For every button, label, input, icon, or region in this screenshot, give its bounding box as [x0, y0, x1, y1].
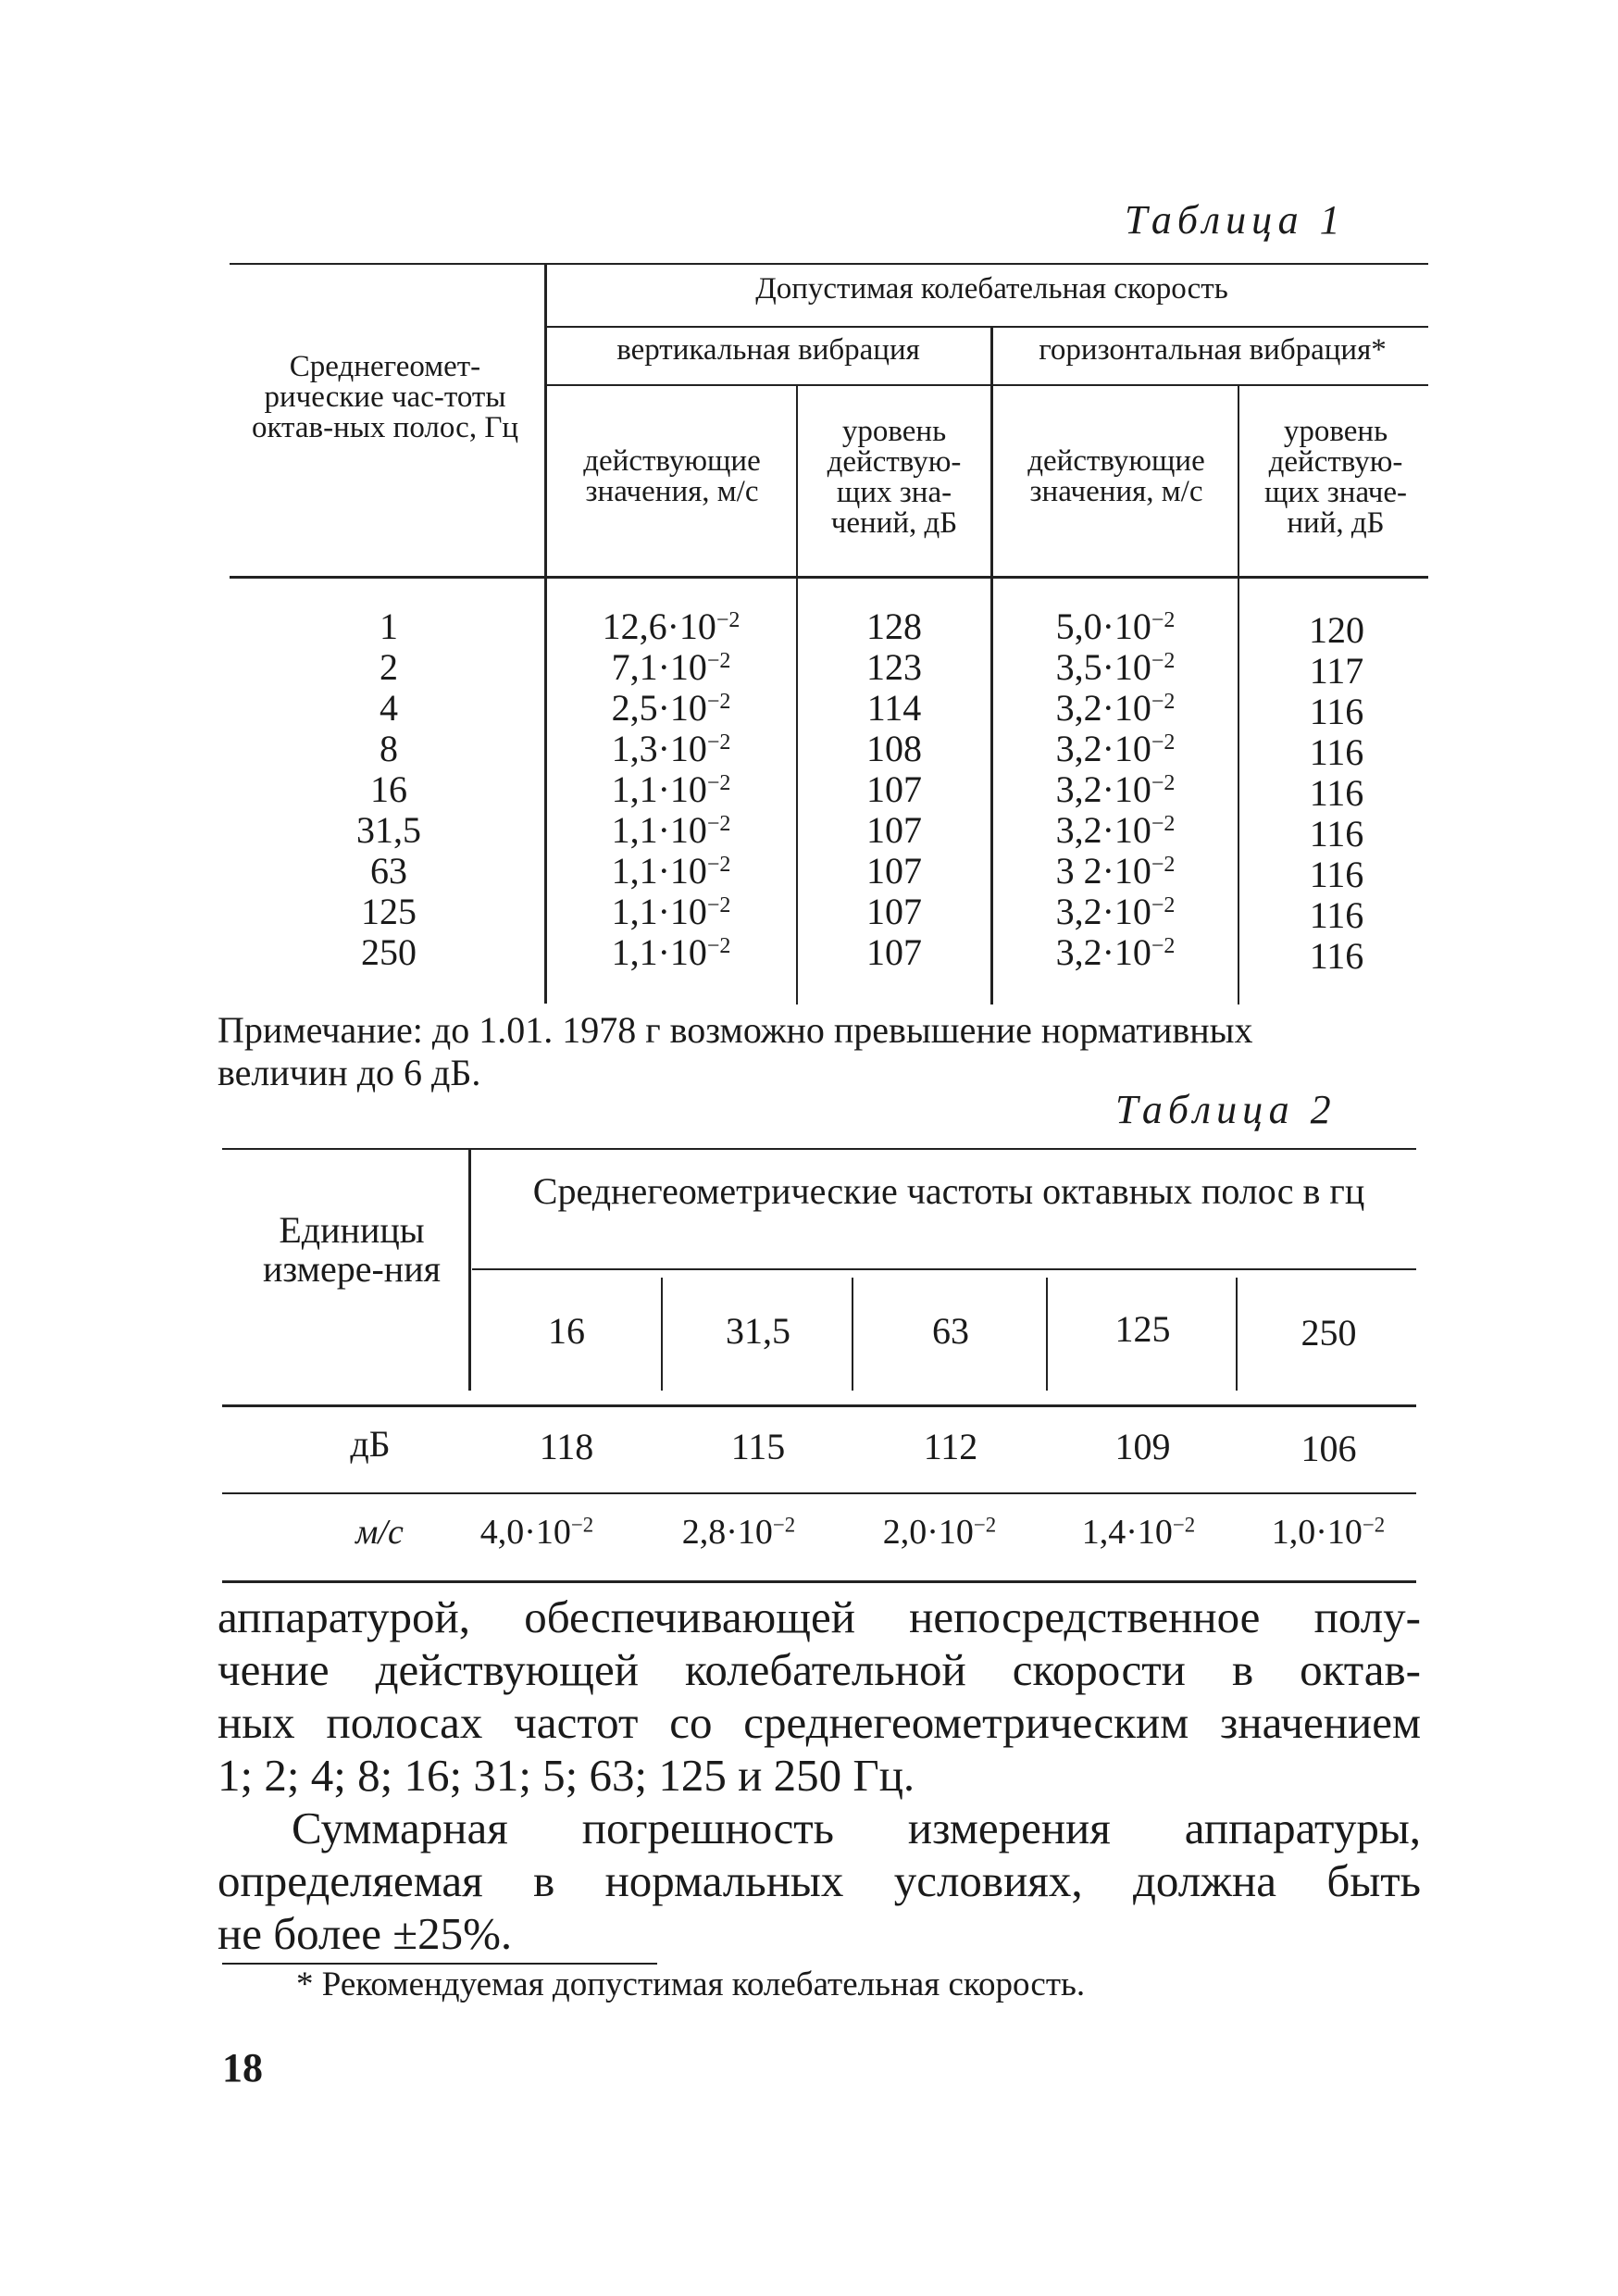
table2-stub-header: Единицы измере-ния — [263, 1209, 441, 1290]
table1-freq-cell: 1 — [380, 605, 398, 647]
table1-note-line: величин до 6 дБ. — [218, 1052, 481, 1093]
table1-header-rule — [230, 576, 1428, 579]
table1-col-level-header: уровень действую-щих зна-чений, дБ — [827, 415, 962, 540]
table1-v-db-cell: 107 — [866, 768, 922, 810]
table2-bottom-rule — [222, 1580, 1416, 1583]
body-line: Суммарная погрешность измерения аппаратуры, — [292, 1803, 1421, 1853]
table1-horizontal-values-column — [1000, 606, 1231, 973]
table1-h-db-cell: 116 — [1309, 691, 1364, 732]
table1-v-db-cell: 108 — [866, 728, 922, 769]
table1-v-db-cell: 107 — [866, 850, 922, 892]
table2-ms-label: м/с — [355, 1513, 404, 1552]
table1-v-value-cell: $1,3\cdot 10^{-2}$ — [611, 728, 731, 769]
table1-group-header: Допустимая колебательная скорость — [755, 272, 1228, 306]
table2-group-header: Среднегеометрические частоты октавных полос в гц — [532, 1170, 1365, 1212]
body-line: определяемая в нормальных условиях, должна быть — [218, 1855, 1421, 1906]
table2-header-rule — [222, 1404, 1416, 1407]
table1-col-level-header-2: уровень действую-щих значе-ний, дБ — [1263, 415, 1408, 540]
table2-vline-5 — [1236, 1278, 1238, 1391]
footnote: * Рекомендуемая допустимая колебательная скорость. — [296, 1965, 1086, 2003]
table2-db-cell: 109 — [1114, 1426, 1171, 1467]
table1-vertical-header: вертикальная вибрация — [616, 333, 920, 367]
table1-h-value-cell: $3,2\cdot 10^{-2}$ — [1055, 687, 1176, 729]
table1-col-values-header-2: действующие значения, м/с — [1027, 444, 1205, 508]
table1-stub-header: Среднегеомет-рические час-тоты октав-ных полос, Гц — [251, 350, 519, 444]
table2-vline-3 — [852, 1278, 853, 1391]
table1-v-value-cell: $1,1\cdot 10^{-2}$ — [611, 850, 731, 892]
table1-freq-cell: 2 — [380, 646, 398, 688]
table1-v-db-cell: 128 — [866, 605, 922, 647]
table2-freq-header-250: 250 — [1301, 1312, 1357, 1354]
table1-group-rule — [546, 326, 1428, 328]
table2-stub-vline — [468, 1148, 471, 1391]
table1-vline-1 — [544, 263, 547, 1004]
body-line: 1; 2; 4; 8; 16; 31; 5; 63; 125 и 250 Гц. — [218, 1750, 915, 1801]
table1-h-value-cell: $5,0\cdot 10^{-2}$ — [1055, 605, 1176, 647]
table1-horizontal-db-column — [1245, 610, 1428, 977]
table1-v-db-cell: 107 — [866, 809, 922, 851]
body-line: ных полосах частот со среднегеометрическим значением — [218, 1697, 1421, 1748]
table1-v-value-cell: $7,1\cdot 10^{-2}$ — [611, 646, 731, 688]
table1-v-value-cell: $12,6\cdot 10^{-2}$ — [602, 605, 741, 647]
table1-top-rule — [230, 263, 1428, 265]
table2-group-rule — [472, 1268, 1416, 1270]
table2-ms-cell: $1,4\cdot 10^{-2}$ — [1081, 1513, 1196, 1552]
table1-h-db-cell: 116 — [1309, 894, 1364, 936]
table1-v-value-cell: $1,1\cdot 10^{-2}$ — [611, 809, 731, 851]
body-text — [218, 1591, 1421, 1960]
table2-ms-cell: $4,0\cdot 10^{-2}$ — [479, 1513, 594, 1552]
table1-v-value-cell: $1,1\cdot 10^{-2}$ — [611, 931, 731, 973]
table2-ms-cell: $1,0\cdot 10^{-2}$ — [1271, 1513, 1386, 1552]
table2-freq-header-125: 125 — [1114, 1308, 1171, 1350]
table1-horizontal-header: горизонтальная вибрация* — [1039, 333, 1387, 367]
table1-caption: Таблица 1 — [1125, 197, 1346, 243]
table2-caption: Таблица 2 — [1115, 1087, 1337, 1132]
table1-col-values-header: действующие значения, м/с — [583, 444, 761, 508]
table1-h-value-cell: 3 $2\cdot 10^{-2}$ — [1055, 850, 1176, 892]
table2-freq-header-63: 63 — [932, 1310, 969, 1352]
table1-v-db-cell: 107 — [866, 891, 922, 932]
body-line: чение действующей колебательной скорости в октав- — [218, 1644, 1421, 1695]
table1-vertical-values-column — [555, 606, 787, 973]
table1-freq-cell: 16 — [370, 768, 407, 810]
table1-h-db-cell: 116 — [1309, 935, 1364, 977]
table1-h-value-cell: $3,5\cdot 10^{-2}$ — [1055, 646, 1176, 688]
table1-h-value-cell: $3,2\cdot 10^{-2}$ — [1055, 809, 1176, 851]
table2-db-cell: 115 — [730, 1426, 786, 1467]
table1-h-db-cell: 116 — [1309, 731, 1364, 773]
table1-v-value-cell: $2,5\cdot 10^{-2}$ — [611, 687, 731, 729]
table1-vline-3 — [990, 326, 993, 1004]
table2-vline-4 — [1046, 1278, 1048, 1391]
table2-db-label: дБ — [350, 1423, 391, 1465]
table1-h-db-cell: 116 — [1309, 772, 1364, 814]
table1-freq-cell: 31,5 — [356, 809, 421, 851]
table1-freq-cell: 8 — [380, 728, 398, 769]
table2-db-cell: 106 — [1301, 1428, 1357, 1469]
body-line: аппаратурой, обеспечивающей непосредственное полу- — [218, 1591, 1421, 1642]
table2-db-cell: 118 — [539, 1426, 594, 1467]
table1-vline-2 — [796, 384, 798, 1004]
table1-vertical-db-column — [802, 606, 987, 973]
table2-freq-header-16: 16 — [548, 1310, 585, 1352]
table2-vline-2 — [661, 1278, 663, 1391]
page-number: 18 — [222, 2045, 263, 2090]
table1-freq-cell: 125 — [361, 891, 417, 932]
table1-freq-cell: 63 — [370, 850, 407, 892]
table1-v-db-cell: 114 — [866, 687, 922, 729]
table2-row-rule — [222, 1492, 1416, 1494]
table1-v-value-cell: $1,1\cdot 10^{-2}$ — [611, 891, 731, 932]
table1-h-value-cell: $3,2\cdot 10^{-2}$ — [1055, 931, 1176, 973]
table1-h-db-cell: 120 — [1309, 609, 1364, 651]
table2-freq-header-31-5: 31,5 — [726, 1310, 790, 1352]
table1-v-db-cell: 123 — [866, 646, 922, 688]
table2-ms-cell: $2,8\cdot 10^{-2}$ — [681, 1513, 796, 1552]
table1-h-db-cell: 116 — [1309, 813, 1364, 855]
table1-subgroup-rule — [546, 384, 1428, 386]
table1-v-value-cell: $1,1\cdot 10^{-2}$ — [611, 768, 731, 810]
table1-vline-4 — [1238, 384, 1239, 1004]
table1-h-value-cell: $3,2\cdot 10^{-2}$ — [1055, 768, 1176, 810]
table1-freq-column — [278, 606, 500, 973]
table1-h-db-cell: 116 — [1309, 854, 1364, 895]
body-line: не более ±25%. — [218, 1908, 513, 1959]
table2-top-rule — [222, 1148, 1416, 1150]
table1-h-value-cell: $3,2\cdot 10^{-2}$ — [1055, 728, 1176, 769]
table2-db-cell: 112 — [923, 1426, 978, 1467]
table2-ms-cell: $2,0\cdot 10^{-2}$ — [882, 1513, 997, 1552]
table1-h-db-cell: 117 — [1309, 650, 1364, 692]
table1-freq-cell: 250 — [361, 931, 417, 973]
table1-note-line: Примечание: до 1.01. 1978 г возможно превышение нормативных — [218, 1009, 1253, 1051]
table1-freq-cell: 4 — [380, 687, 398, 729]
table1-note — [218, 1009, 1253, 1094]
table1-h-value-cell: $3,2\cdot 10^{-2}$ — [1055, 891, 1176, 932]
table1-v-db-cell: 107 — [866, 931, 922, 973]
